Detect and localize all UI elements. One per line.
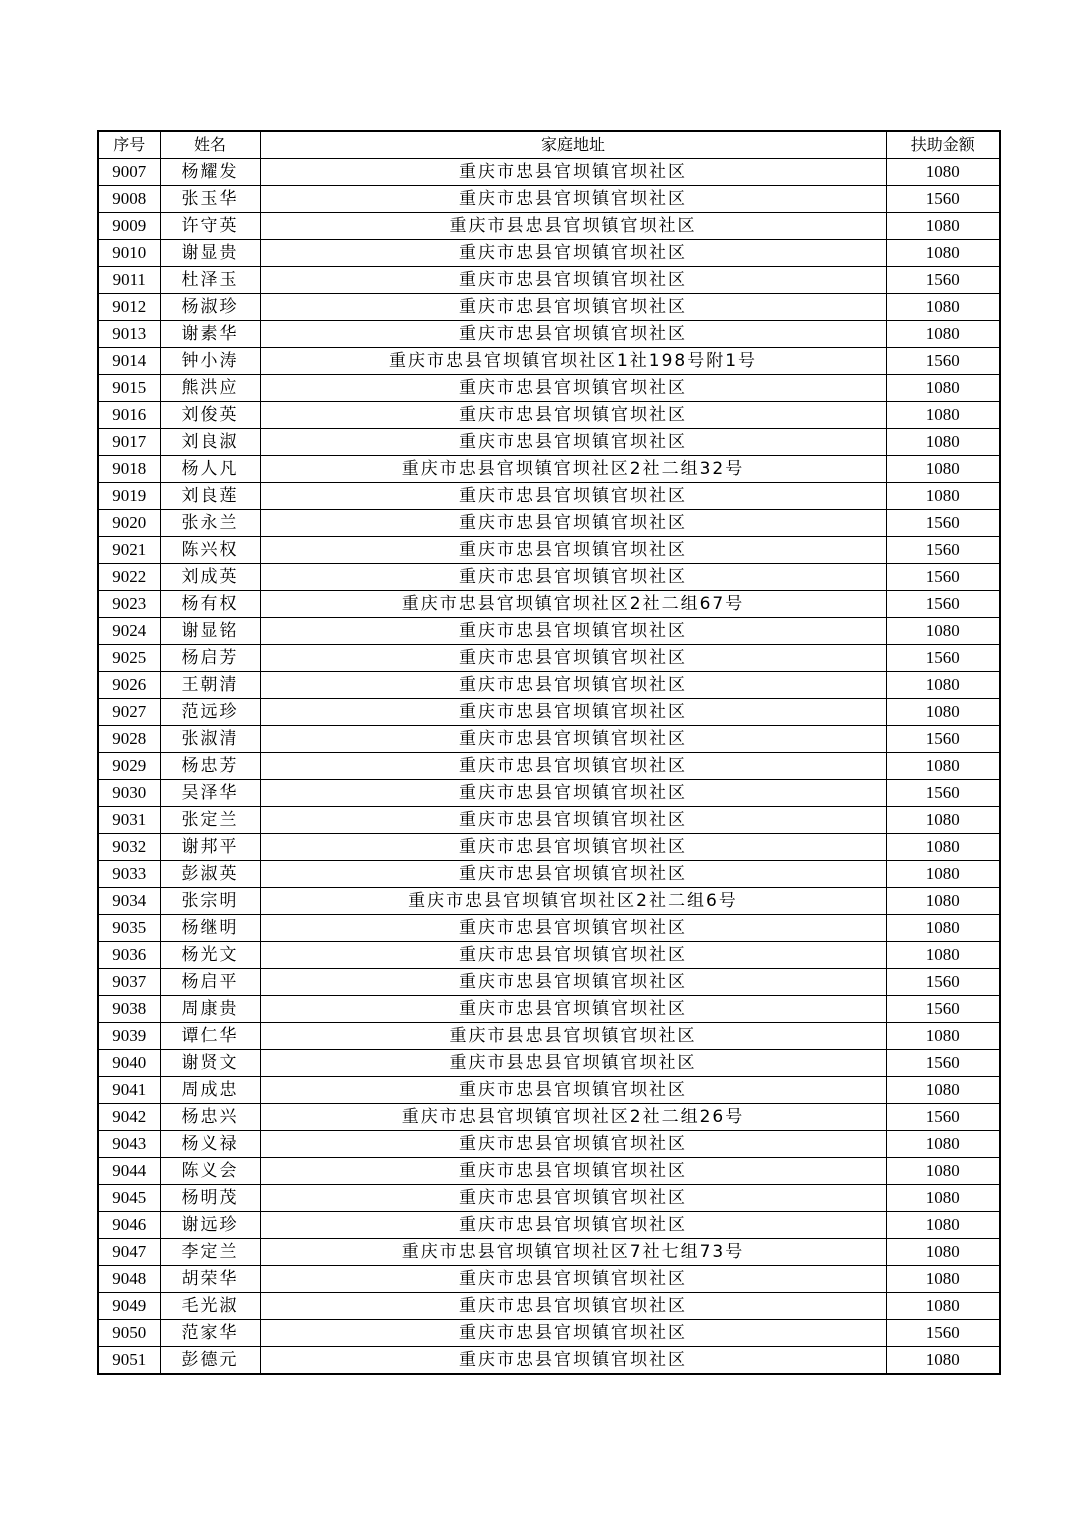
cell-serial-number: 9023 — [98, 591, 160, 618]
cell-name: 熊洪应 — [160, 375, 260, 402]
table-row — [98, 1050, 1000, 1077]
cell-serial-number: 9009 — [98, 213, 160, 240]
cell-serial-number: 9036 — [98, 942, 160, 969]
cell-assistance-amount: 1560 — [886, 780, 1000, 807]
table-row — [98, 672, 1000, 699]
cell-home-address: 重庆市忠县官坝镇官坝社区 — [260, 726, 886, 753]
cell-name: 杨启平 — [160, 969, 260, 996]
cell-serial-number: 9017 — [98, 429, 160, 456]
cell-assistance-amount: 1080 — [886, 861, 1000, 888]
cell-home-address: 重庆市忠县官坝镇官坝社区 — [260, 1347, 886, 1375]
cell-serial-number: 9022 — [98, 564, 160, 591]
cell-home-address: 重庆市忠县官坝镇官坝社区 — [260, 402, 886, 429]
cell-assistance-amount: 1560 — [886, 537, 1000, 564]
table-row — [98, 699, 1000, 726]
cell-name: 张宗明 — [160, 888, 260, 915]
cell-home-address: 重庆市忠县官坝镇官坝社区 — [260, 645, 886, 672]
cell-assistance-amount: 1080 — [886, 699, 1000, 726]
cell-name: 毛光淑 — [160, 1293, 260, 1320]
cell-assistance-amount: 1560 — [886, 726, 1000, 753]
cell-name: 谢贤文 — [160, 1050, 260, 1077]
cell-home-address: 重庆市忠县官坝镇官坝社区 — [260, 1185, 886, 1212]
cell-assistance-amount: 1080 — [886, 888, 1000, 915]
table-row — [98, 753, 1000, 780]
cell-serial-number: 9026 — [98, 672, 160, 699]
table-row — [98, 564, 1000, 591]
cell-home-address: 重庆市忠县官坝镇官坝社区 — [260, 159, 886, 186]
table-row — [98, 861, 1000, 888]
cell-name: 杨义禄 — [160, 1131, 260, 1158]
table-row — [98, 483, 1000, 510]
cell-serial-number: 9038 — [98, 996, 160, 1023]
cell-name: 杨忠芳 — [160, 753, 260, 780]
header-row — [98, 131, 1000, 159]
cell-name: 张定兰 — [160, 807, 260, 834]
cell-serial-number: 9028 — [98, 726, 160, 753]
cell-home-address: 重庆市忠县官坝镇官坝社区 — [260, 564, 886, 591]
table-row — [98, 645, 1000, 672]
cell-serial-number: 9033 — [98, 861, 160, 888]
cell-assistance-amount: 1080 — [886, 1266, 1000, 1293]
table-row — [98, 780, 1000, 807]
cell-assistance-amount: 1080 — [886, 1077, 1000, 1104]
cell-assistance-amount: 1080 — [886, 1347, 1000, 1375]
cell-home-address: 重庆市忠县官坝镇官坝社区2社二组6号 — [260, 888, 886, 915]
header-home-address: 家庭地址 — [260, 131, 886, 159]
cell-assistance-amount: 1080 — [886, 1185, 1000, 1212]
cell-assistance-amount: 1080 — [886, 1212, 1000, 1239]
table-row — [98, 807, 1000, 834]
cell-home-address: 重庆市忠县官坝镇官坝社区 — [260, 942, 886, 969]
cell-name: 刘良淑 — [160, 429, 260, 456]
cell-name: 杨有权 — [160, 591, 260, 618]
cell-serial-number: 9045 — [98, 1185, 160, 1212]
table-row — [98, 942, 1000, 969]
cell-name: 钟小涛 — [160, 348, 260, 375]
cell-assistance-amount: 1560 — [886, 510, 1000, 537]
cell-serial-number: 9043 — [98, 1131, 160, 1158]
cell-assistance-amount: 1080 — [886, 834, 1000, 861]
cell-name: 张淑清 — [160, 726, 260, 753]
cell-home-address: 重庆市忠县官坝镇官坝社区 — [260, 483, 886, 510]
cell-name: 杨耀发 — [160, 159, 260, 186]
cell-serial-number: 9037 — [98, 969, 160, 996]
table-row — [98, 240, 1000, 267]
table-row — [98, 726, 1000, 753]
cell-serial-number: 9050 — [98, 1320, 160, 1347]
table-row — [98, 1320, 1000, 1347]
cell-name: 王朝清 — [160, 672, 260, 699]
cell-name: 彭德元 — [160, 1347, 260, 1375]
cell-serial-number: 9024 — [98, 618, 160, 645]
cell-name: 谢邦平 — [160, 834, 260, 861]
cell-assistance-amount: 1080 — [886, 618, 1000, 645]
cell-serial-number: 9035 — [98, 915, 160, 942]
cell-assistance-amount: 1080 — [886, 483, 1000, 510]
cell-home-address: 重庆市忠县官坝镇官坝社区 — [260, 780, 886, 807]
header-assistance-amount: 扶助金额 — [886, 131, 1000, 159]
cell-home-address: 重庆市忠县官坝镇官坝社区 — [260, 1131, 886, 1158]
table-row — [98, 618, 1000, 645]
cell-assistance-amount: 1080 — [886, 294, 1000, 321]
cell-name: 许守英 — [160, 213, 260, 240]
cell-serial-number: 9014 — [98, 348, 160, 375]
cell-home-address: 重庆市忠县官坝镇官坝社区 — [260, 240, 886, 267]
table-row — [98, 1023, 1000, 1050]
cell-serial-number: 9011 — [98, 267, 160, 294]
cell-home-address: 重庆市忠县官坝镇官坝社区 — [260, 1320, 886, 1347]
cell-home-address: 重庆市忠县官坝镇官坝社区2社二组26号 — [260, 1104, 886, 1131]
cell-serial-number: 9008 — [98, 186, 160, 213]
cell-name: 杨人凡 — [160, 456, 260, 483]
cell-assistance-amount: 1080 — [886, 402, 1000, 429]
cell-serial-number: 9027 — [98, 699, 160, 726]
table-header — [98, 131, 1000, 159]
table-row — [98, 888, 1000, 915]
cell-serial-number: 9013 — [98, 321, 160, 348]
table-row — [98, 375, 1000, 402]
table-row — [98, 1158, 1000, 1185]
table-row — [98, 186, 1000, 213]
table-row — [98, 159, 1000, 186]
cell-serial-number: 9010 — [98, 240, 160, 267]
cell-assistance-amount: 1080 — [886, 942, 1000, 969]
cell-serial-number: 9015 — [98, 375, 160, 402]
cell-home-address: 重庆市忠县官坝镇官坝社区 — [260, 996, 886, 1023]
table-row — [98, 348, 1000, 375]
cell-home-address: 重庆市忠县官坝镇官坝社区 — [260, 618, 886, 645]
cell-assistance-amount: 1560 — [886, 1320, 1000, 1347]
cell-assistance-amount: 1080 — [886, 1131, 1000, 1158]
cell-home-address: 重庆市忠县官坝镇官坝社区 — [260, 1077, 886, 1104]
cell-serial-number: 9018 — [98, 456, 160, 483]
cell-name: 谢显贵 — [160, 240, 260, 267]
table-row — [98, 213, 1000, 240]
cell-assistance-amount: 1080 — [886, 1158, 1000, 1185]
cell-home-address: 重庆市忠县官坝镇官坝社区 — [260, 537, 886, 564]
cell-name: 杨忠兴 — [160, 1104, 260, 1131]
cell-home-address: 重庆市忠县官坝镇官坝社区2社二组32号 — [260, 456, 886, 483]
cell-assistance-amount: 1560 — [886, 969, 1000, 996]
cell-assistance-amount: 1080 — [886, 456, 1000, 483]
cell-home-address: 重庆市忠县官坝镇官坝社区7社七组73号 — [260, 1239, 886, 1266]
table-row — [98, 1347, 1000, 1375]
cell-serial-number: 9047 — [98, 1239, 160, 1266]
cell-name: 刘俊英 — [160, 402, 260, 429]
cell-name: 吴泽华 — [160, 780, 260, 807]
cell-name: 周康贵 — [160, 996, 260, 1023]
table-row — [98, 834, 1000, 861]
cell-assistance-amount: 1560 — [886, 267, 1000, 294]
cell-serial-number: 9049 — [98, 1293, 160, 1320]
table-row — [98, 1185, 1000, 1212]
table-row — [98, 537, 1000, 564]
cell-home-address: 重庆市忠县官坝镇官坝社区 — [260, 1293, 886, 1320]
cell-serial-number: 9042 — [98, 1104, 160, 1131]
cell-assistance-amount: 1080 — [886, 321, 1000, 348]
table-row — [98, 1266, 1000, 1293]
cell-name: 陈兴权 — [160, 537, 260, 564]
cell-name: 周成忠 — [160, 1077, 260, 1104]
cell-name: 刘成英 — [160, 564, 260, 591]
cell-name: 张玉华 — [160, 186, 260, 213]
cell-assistance-amount: 1080 — [886, 753, 1000, 780]
cell-assistance-amount: 1560 — [886, 1104, 1000, 1131]
table-row — [98, 591, 1000, 618]
table-row — [98, 456, 1000, 483]
cell-assistance-amount: 1080 — [886, 213, 1000, 240]
cell-home-address: 重庆市忠县官坝镇官坝社区 — [260, 1212, 886, 1239]
cell-name: 刘良莲 — [160, 483, 260, 510]
cell-home-address: 重庆市忠县官坝镇官坝社区 — [260, 267, 886, 294]
cell-assistance-amount: 1560 — [886, 996, 1000, 1023]
table-row — [98, 1239, 1000, 1266]
cell-serial-number: 9034 — [98, 888, 160, 915]
cell-assistance-amount: 1080 — [886, 429, 1000, 456]
cell-serial-number: 9048 — [98, 1266, 160, 1293]
cell-name: 李定兰 — [160, 1239, 260, 1266]
cell-serial-number: 9030 — [98, 780, 160, 807]
cell-home-address: 重庆市忠县官坝镇官坝社区 — [260, 510, 886, 537]
cell-serial-number: 9021 — [98, 537, 160, 564]
cell-name: 杨启芳 — [160, 645, 260, 672]
cell-name: 杨明茂 — [160, 1185, 260, 1212]
cell-home-address: 重庆市忠县官坝镇官坝社区2社二组67号 — [260, 591, 886, 618]
cell-home-address: 重庆市忠县官坝镇官坝社区 — [260, 294, 886, 321]
cell-assistance-amount: 1080 — [886, 915, 1000, 942]
cell-assistance-amount: 1560 — [886, 645, 1000, 672]
table-row — [98, 429, 1000, 456]
table-row — [98, 1131, 1000, 1158]
table-row — [98, 321, 1000, 348]
table-row — [98, 294, 1000, 321]
cell-assistance-amount: 1080 — [886, 375, 1000, 402]
table-row — [98, 1212, 1000, 1239]
cell-home-address: 重庆市忠县官坝镇官坝社区 — [260, 699, 886, 726]
cell-assistance-amount: 1080 — [886, 159, 1000, 186]
cell-serial-number: 9046 — [98, 1212, 160, 1239]
cell-name: 胡荣华 — [160, 1266, 260, 1293]
cell-serial-number: 9016 — [98, 402, 160, 429]
cell-serial-number: 9007 — [98, 159, 160, 186]
cell-serial-number: 9031 — [98, 807, 160, 834]
table-row — [98, 969, 1000, 996]
cell-home-address: 重庆市忠县官坝镇官坝社区 — [260, 375, 886, 402]
cell-home-address: 重庆市忠县官坝镇官坝社区 — [260, 1158, 886, 1185]
cell-home-address: 重庆市忠县官坝镇官坝社区 — [260, 672, 886, 699]
cell-home-address: 重庆市忠县官坝镇官坝社区 — [260, 807, 886, 834]
cell-assistance-amount: 1080 — [886, 672, 1000, 699]
cell-serial-number: 9032 — [98, 834, 160, 861]
cell-name: 范远珍 — [160, 699, 260, 726]
cell-serial-number: 9029 — [98, 753, 160, 780]
cell-serial-number: 9044 — [98, 1158, 160, 1185]
cell-home-address: 重庆市忠县官坝镇官坝社区 — [260, 861, 886, 888]
cell-home-address: 重庆市忠县官坝镇官坝社区 — [260, 969, 886, 996]
cell-name: 范家华 — [160, 1320, 260, 1347]
table-row — [98, 1293, 1000, 1320]
cell-name: 谢显铭 — [160, 618, 260, 645]
cell-assistance-amount: 1080 — [886, 1239, 1000, 1266]
cell-home-address: 重庆市忠县官坝镇官坝社区1社198号附1号 — [260, 348, 886, 375]
cell-assistance-amount: 1080 — [886, 1293, 1000, 1320]
cell-home-address: 重庆市忠县官坝镇官坝社区 — [260, 915, 886, 942]
cell-assistance-amount: 1080 — [886, 240, 1000, 267]
table-body — [98, 159, 1000, 1375]
cell-name: 陈义会 — [160, 1158, 260, 1185]
header-serial-number: 序号 — [98, 131, 160, 159]
cell-name: 张永兰 — [160, 510, 260, 537]
cell-name: 杜泽玉 — [160, 267, 260, 294]
table-row — [98, 510, 1000, 537]
cell-serial-number: 9019 — [98, 483, 160, 510]
table-row — [98, 1077, 1000, 1104]
cell-name: 杨继明 — [160, 915, 260, 942]
cell-home-address: 重庆市忠县官坝镇官坝社区 — [260, 1266, 886, 1293]
cell-name: 谭仁华 — [160, 1023, 260, 1050]
cell-home-address: 重庆市县忠县官坝镇官坝社区 — [260, 213, 886, 240]
cell-assistance-amount: 1080 — [886, 1023, 1000, 1050]
cell-name: 杨光文 — [160, 942, 260, 969]
cell-home-address: 重庆市忠县官坝镇官坝社区 — [260, 429, 886, 456]
table-row — [98, 996, 1000, 1023]
cell-serial-number: 9040 — [98, 1050, 160, 1077]
cell-home-address: 重庆市忠县官坝镇官坝社区 — [260, 186, 886, 213]
table-row — [98, 915, 1000, 942]
cell-serial-number: 9051 — [98, 1347, 160, 1375]
cell-home-address: 重庆市县忠县官坝镇官坝社区 — [260, 1023, 886, 1050]
table-row — [98, 267, 1000, 294]
cell-serial-number: 9025 — [98, 645, 160, 672]
cell-serial-number: 9039 — [98, 1023, 160, 1050]
cell-home-address: 重庆市忠县官坝镇官坝社区 — [260, 753, 886, 780]
cell-assistance-amount: 1560 — [886, 186, 1000, 213]
cell-assistance-amount: 1080 — [886, 807, 1000, 834]
cell-name: 杨淑珍 — [160, 294, 260, 321]
cell-serial-number: 9012 — [98, 294, 160, 321]
cell-assistance-amount: 1560 — [886, 564, 1000, 591]
cell-assistance-amount: 1560 — [886, 591, 1000, 618]
cell-home-address: 重庆市忠县官坝镇官坝社区 — [260, 834, 886, 861]
cell-home-address: 重庆市县忠县官坝镇官坝社区 — [260, 1050, 886, 1077]
cell-home-address: 重庆市忠县官坝镇官坝社区 — [260, 321, 886, 348]
cell-assistance-amount: 1560 — [886, 1050, 1000, 1077]
assistance-roster-table — [97, 130, 1001, 1375]
cell-serial-number: 9020 — [98, 510, 160, 537]
cell-name: 彭淑英 — [160, 861, 260, 888]
cell-name: 谢素华 — [160, 321, 260, 348]
table-row — [98, 1104, 1000, 1131]
header-name: 姓名 — [160, 131, 260, 159]
cell-assistance-amount: 1560 — [886, 348, 1000, 375]
cell-serial-number: 9041 — [98, 1077, 160, 1104]
table-row — [98, 402, 1000, 429]
cell-name: 谢远珍 — [160, 1212, 260, 1239]
